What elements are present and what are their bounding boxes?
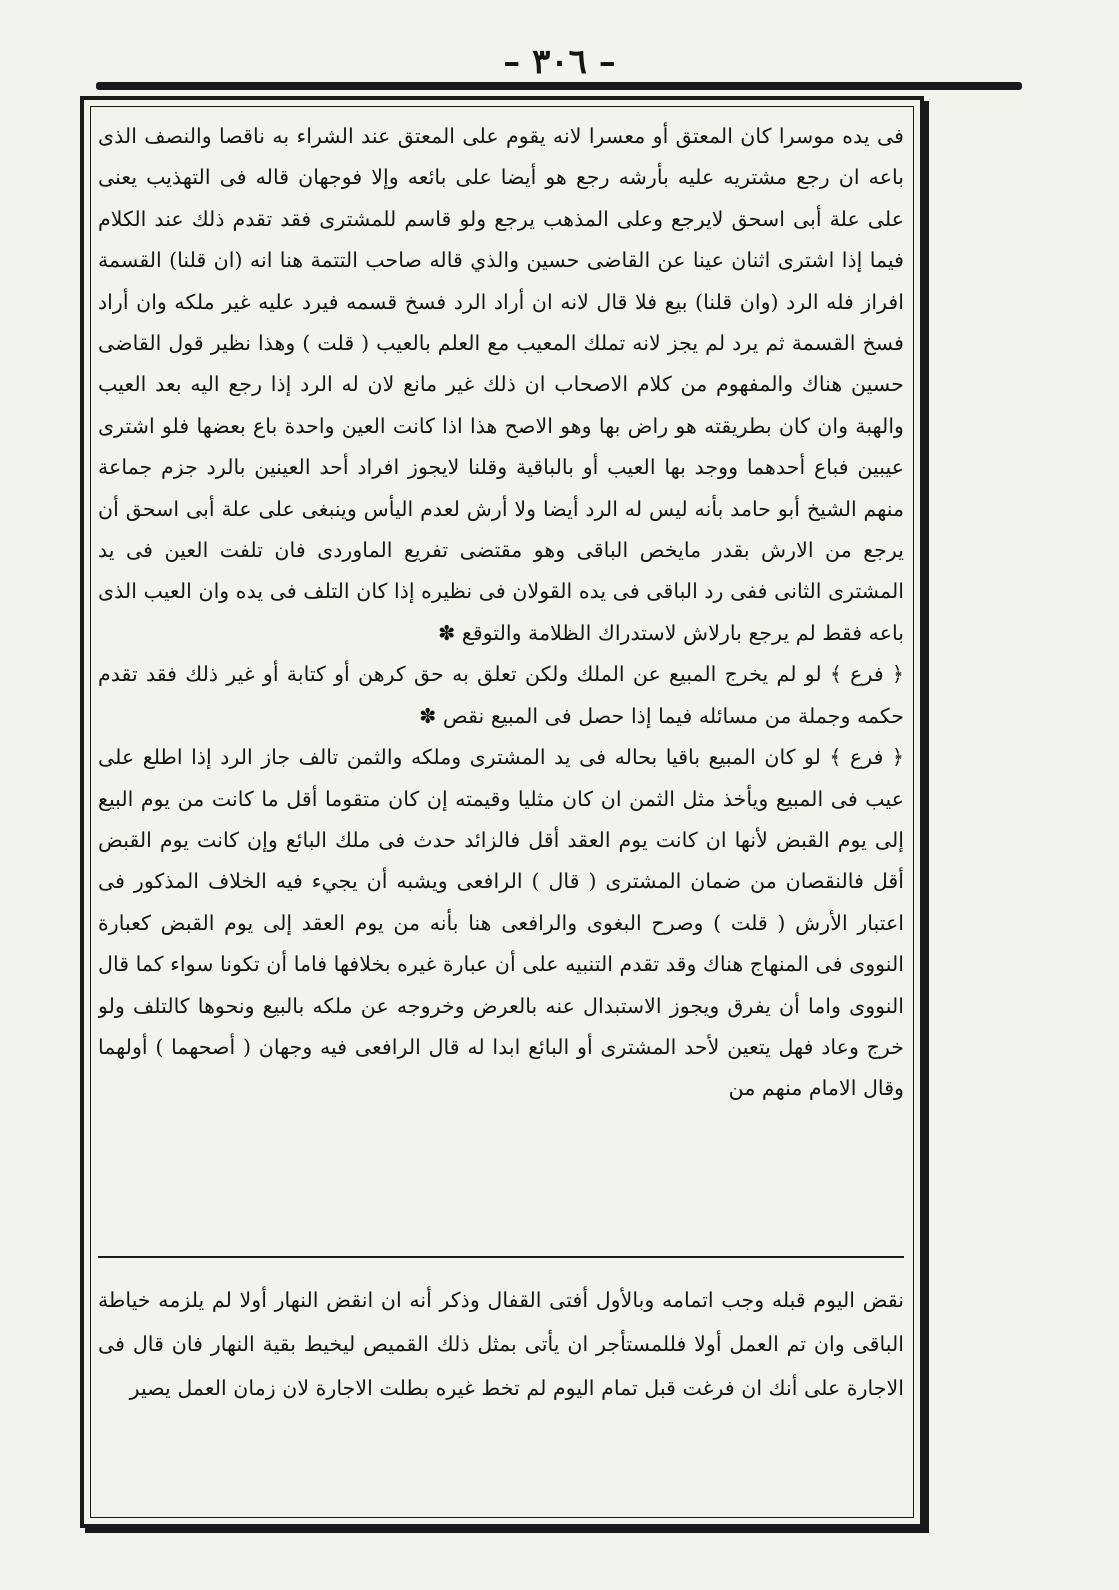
footnote-block <box>98 1278 904 1478</box>
header-rule <box>96 82 1022 90</box>
paragraph-far-1: ﴿ فرع ﴾ لو لم يخرج المبيع عن الملك ولكن تعلق به حق كرهن أو كتابة أو غير ذلك فقد تقدم حكمه وجملة من مسائله فيما إذا حصل فى المبيع نقص ✽ <box>98 662 904 728</box>
paragraph-1: فى يده موسرا كان المعتق أو معسرا لانه يقوم على المعتق عند الشراء به ناقصا والنصف الذى باعه ان رجع مشتريه عليه بأرشه رجع هو أيضا على بائعه وإلا فوجهان قاله فى التهذيب يعنى على علة أبى اسحق لايرجع وعلى المذهب يرجع ولو قاسم للمشترى فقد تقدم ذلك عند الكلام فيما إذا اشترى اثنان عينا عن القاضى حسين والذي قاله صاحب التتمة هنا انه (ان قلنا) القسمة افراز فله الرد (وان قلنا) بيع فلا قال لانه ان أراد الرد فسخ قسمه فيرد عليه غير ملكه وان أراد فسخ القسمة ثم يرد لم يجز لانه تملك المعيب مع العلم بالعيب ( قلت ) وهذا نظير قول القاضى حسين هناك والمفهوم من كلام الاصحاب ان ذلك غير مانع لان له الرد إذا رجع اليه بعد العيب والهبة وان كان بطريقته هو راض بها وهو الاصح هذا اذا كانت العين واحدة باع بعضها فلو اشترى عيبين فباع أحدهما ووجد بها العيب أو بالباقية وقلنا لايجوز افراد أحد العينين بالرد جزم جماعة منهم الشيخ أبو حامد بأنه ليس له الرد أيضا ولا أرش لعدم اليأس وينبغى على علة أبى اسحق أن يرجع من الارش بقدر مايخص الباقى وهو مقتضى تفريع الماوردى فان تلفت العين فى يد المشترى الثانى ففى رد الباقى فى يده القولان فى نظيره إذا كان التلف فى يده وان العيب الذى باعه فقط لم يرجع بارلاش لاستدراك الظلامة والتوقع ✽ <box>98 124 904 645</box>
page-number: – ٣٠٦ – <box>503 42 616 82</box>
main-text-block <box>98 116 904 1234</box>
footnote-separator <box>98 1256 904 1258</box>
footnote-text: نقض اليوم قبله وجب اتمامه وبالأول أفتى القفال وذكر أنه ان انقض النهار أولا لم يلزمه خياطة الباقى وان تم العمل أولا فللمستأجر ان يأتى بمثل ذلك القميص ليخيط بقية النهار فان قال فى الاجارة على أنك ان فرغت قبل تمام اليوم لم تخط غيره بطلت الاجارة لان زمان العمل يصير <box>98 1288 904 1400</box>
page-frame <box>80 96 924 1528</box>
paragraph-far-2: ﴿ فرع ﴾ لو كان المبيع باقيا بحاله فى يد المشترى وملكه والثمن تالف جاز الرد إذا اطلع على عيب فى المبيع ويأخذ مثل الثمن ان كان مثليا وقيمته إن كان متقوما أقل ما كانت من يوم البيع إلى يوم القبض لأنها ان كانت يوم العقد أقل فالزائد حدث فى ملك البائع وإن كانت يوم القبض أقل فالنقصان من ضمان المشترى ( قال ) الرافعى ويشبه أن يجيء فيه الخلاف المذكور فى اعتبار الأرش ( قلت ) وصرح البغوى والرافعى هنا بأنه من يوم العقد إلى يوم القبض كعبارة النووى فى المنهاج هناك وقد تقدم التنبيه على أن عبارة غيره بخلافها فاما أن تكونا سواء كما قال النووى واما أن يفرق ويجوز الاستبدال عنه بالعرض وخروجه عن ملكه بالبيع ونحوها كالتلف ولو خرج وعاد فهل يتعين لأحد المشترى أو البائع ابدا له قال الرافعى فيه وجهان ( أصحهما ) أولهما وقال الامام منهم من <box>98 745 904 1101</box>
